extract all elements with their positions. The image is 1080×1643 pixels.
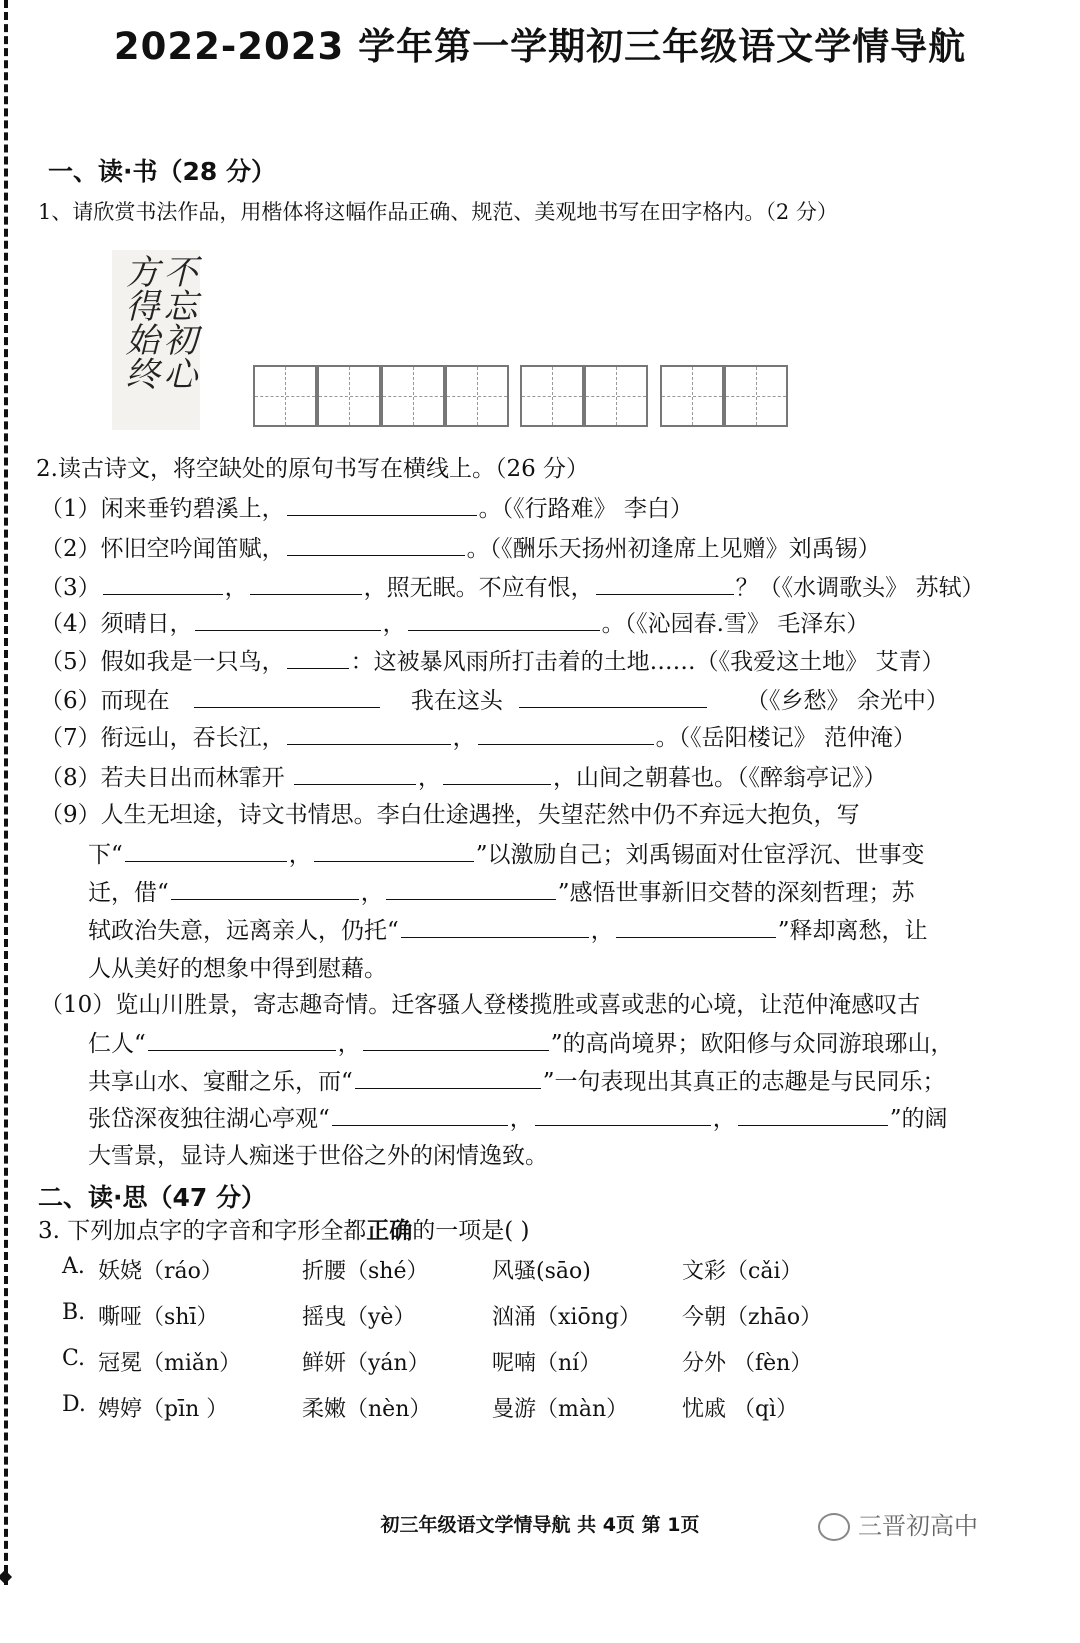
- text: ，: [224, 575, 248, 601]
- option-b-item-1: 嘶哑（shī）: [98, 1305, 219, 1330]
- text: ”的高尚境界；欧阳修与众同游琅琊山，: [550, 1031, 954, 1057]
- answer-blank[interactable]: [171, 877, 359, 900]
- answer-blank[interactable]: [195, 608, 381, 631]
- page-footer: 初三年级语文学情导航 共 4页 第 1页: [380, 1514, 700, 1536]
- text: （6）而现在: [40, 688, 170, 714]
- poem-line-10b: [88, 1028, 954, 1059]
- option-d-item-4: 忧戚 （qì）: [682, 1397, 799, 1422]
- calligraphy-artwork: [112, 250, 200, 430]
- poem-line-1: [40, 493, 693, 524]
- text: ，: [337, 1031, 361, 1057]
- grid-cell[interactable]: [317, 365, 381, 427]
- grid-cell[interactable]: [520, 365, 584, 427]
- watermark-text: 三晋初高中: [858, 1512, 978, 1540]
- text: ，: [288, 842, 312, 868]
- grid-cell[interactable]: [660, 365, 724, 427]
- answer-blank[interactable]: [125, 839, 287, 862]
- text: 我在这头: [410, 688, 503, 714]
- answer-blank[interactable]: [332, 1103, 508, 1126]
- poem-line-10e: 大雪景，显诗人痴迷于世俗之外的闲情逸致。: [88, 1143, 548, 1169]
- text: （2）怀旧空吟闻笛赋，: [40, 536, 285, 562]
- answer-blank[interactable]: [294, 762, 416, 785]
- binding-dash-line: [4, 0, 8, 1585]
- answer-blank[interactable]: [386, 877, 556, 900]
- option-b-item-2: 摇曳（yè）: [302, 1305, 416, 1330]
- calligraphy-col-2: 方得始终: [119, 254, 159, 390]
- text: 的一项是( ): [412, 1218, 530, 1244]
- text: ，照无眠。不应有恨，: [363, 575, 594, 601]
- option-a-item-4: 文彩（cǎi）: [682, 1259, 803, 1284]
- text: ，: [452, 725, 476, 751]
- text: 。（《行路难》 李白）: [478, 496, 693, 522]
- text: ”的阔: [889, 1106, 948, 1132]
- answer-blank[interactable]: [250, 572, 362, 595]
- text: （1）闲来垂钓碧溪上，: [40, 496, 285, 522]
- option-b-item-4: 今朝（zhāo）: [682, 1305, 823, 1330]
- text: 张岱深夜独往湖心亭观“: [88, 1106, 330, 1132]
- page-title: 2022-2023 学年第一学期初三年级语文学情导航: [113, 25, 967, 68]
- option-c-item-3: 呢喃（ní）: [492, 1351, 602, 1376]
- option-a-item-3: 风骚(sāo): [492, 1259, 591, 1284]
- answer-blank[interactable]: [519, 685, 707, 708]
- answer-blank[interactable]: [535, 1103, 711, 1126]
- poem-line-4: [40, 608, 869, 639]
- text: ”感悟世事新旧交替的深刻哲理；苏: [557, 880, 915, 906]
- answer-blank[interactable]: [596, 572, 734, 595]
- option-d-item-1: 娉婷（pīn ）: [98, 1397, 229, 1422]
- text: （8）若夫日出而林霏开: [40, 765, 285, 791]
- answer-blank[interactable]: [363, 1028, 549, 1051]
- text: 。（《沁园春.雪》 毛泽东）: [601, 611, 870, 637]
- answer-blank[interactable]: [408, 608, 600, 631]
- text: （3）: [40, 575, 101, 601]
- text: ，: [360, 880, 384, 906]
- option-c-item-4: 分外 （fèn）: [682, 1351, 813, 1376]
- text: 下“: [88, 842, 123, 868]
- grid-cell[interactable]: [724, 365, 788, 427]
- answer-blank[interactable]: [148, 1028, 336, 1051]
- text: ，: [590, 918, 614, 944]
- poem-line-8: [40, 762, 886, 793]
- poem-line-10a: （10）览山川胜景，寄志趣奇情。迁客骚人登楼揽胜或喜或悲的心境，让范仲淹感叹古: [40, 992, 921, 1018]
- question-2: 2.读古诗文，将空缺处的原句书写在横线上。（26 分）: [36, 456, 590, 482]
- answer-blank[interactable]: [478, 722, 654, 745]
- text: （《乡愁》 余光中）: [746, 688, 949, 714]
- grid-cell[interactable]: [445, 365, 509, 427]
- option-d-item-3: 曼游（màn）: [492, 1397, 629, 1422]
- text: 仁人“: [88, 1031, 146, 1057]
- poem-line-7: [40, 722, 916, 753]
- text: 3. 下列加点字的字音和字形全都: [38, 1218, 367, 1244]
- answer-blank[interactable]: [287, 646, 349, 669]
- poem-line-10d: [88, 1103, 948, 1134]
- text: （4）须晴日，: [40, 611, 193, 637]
- answer-blank[interactable]: [738, 1103, 888, 1126]
- text: ，山间之朝暮也。（《醉翁亭记》）: [552, 765, 887, 791]
- text: ，: [382, 611, 406, 637]
- text: 迁，借“: [88, 880, 169, 906]
- question-3: [38, 1216, 530, 1246]
- text: ？（《水调歌头》 苏轼）: [735, 575, 985, 601]
- text: 共享山水、宴酣之乐，而“: [88, 1069, 353, 1095]
- option-a-item-1: 妖娆（ráo）: [98, 1259, 223, 1284]
- text: ，: [509, 1106, 533, 1132]
- answer-blank[interactable]: [443, 762, 551, 785]
- option-label-c[interactable]: C.: [62, 1346, 86, 1371]
- text: ，: [417, 765, 441, 791]
- answer-blank[interactable]: [616, 915, 776, 938]
- option-a-item-2: 折腰（shé）: [302, 1259, 429, 1284]
- grid-cell[interactable]: [584, 365, 648, 427]
- question-1: 1、请欣赏书法作品，用楷体将这幅作品正确、规范、美观地书写在田字格内。（2 分）: [38, 200, 838, 224]
- answer-blank[interactable]: [287, 722, 451, 745]
- answer-blank[interactable]: [401, 915, 589, 938]
- text: ”释却离愁，让: [777, 918, 928, 944]
- option-label-d[interactable]: D.: [62, 1392, 86, 1417]
- section-1-heading: 一、读·书（28 分）: [48, 157, 276, 186]
- tianzige-grid-middle[interactable]: [520, 365, 648, 427]
- text: ”以激励自己；刘禹锡面对仕宦浮沉、世事变: [475, 842, 925, 868]
- text: （7）衔远山，吞长江，: [40, 725, 285, 751]
- option-label-b[interactable]: B.: [62, 1300, 86, 1325]
- option-c-item-1: 冠冕（miǎn）: [98, 1351, 242, 1376]
- option-d-item-2: 柔嫩（nèn）: [302, 1397, 432, 1422]
- grid-cell[interactable]: [381, 365, 445, 427]
- text: ”一句表现出其真正的志趣是与民同乐；: [542, 1069, 946, 1095]
- calligraphy-col-1: 不忘初心: [157, 254, 197, 390]
- tianzige-grid-left[interactable]: [253, 365, 509, 427]
- option-label-a[interactable]: A.: [62, 1254, 85, 1279]
- poem-line-6: [40, 685, 949, 716]
- poem-line-9c: [88, 877, 915, 908]
- poem-line-9a: （9）人生无坦途，诗文书情思。李白仕途遇挫，失望茫然中仍不弃远大抱负，写: [40, 802, 860, 828]
- poem-line-9e: 人从美好的想象中得到慰藉。: [88, 956, 387, 982]
- text: ：这被暴风雨所打击着的土地……（《我爱这土地》 艾青）: [350, 649, 945, 675]
- answer-blank[interactable]: [314, 839, 474, 862]
- poem-line-10c: [88, 1066, 946, 1097]
- answer-blank[interactable]: [287, 493, 477, 516]
- watermark: [818, 1506, 978, 1541]
- poem-line-9b: [88, 839, 925, 870]
- poem-line-3: [40, 572, 984, 603]
- tianzige-grid-right[interactable]: [660, 365, 788, 427]
- answer-blank[interactable]: [103, 572, 223, 595]
- poem-line-9d: [88, 915, 928, 946]
- binding-marker: [0, 1570, 12, 1584]
- text: ，: [712, 1106, 736, 1132]
- answer-blank[interactable]: [355, 1066, 541, 1089]
- emphasis-text: 正确: [366, 1217, 413, 1244]
- text: 。（《酬乐天扬州初逢席上见赠》刘禹锡）: [466, 536, 881, 562]
- poem-line-2: [40, 533, 881, 564]
- option-c-item-2: 鲜妍（yán）: [302, 1351, 430, 1376]
- answer-blank[interactable]: [194, 685, 380, 708]
- section-2-heading: 二、读·思（47 分）: [38, 1183, 266, 1212]
- poem-line-5: [40, 646, 944, 677]
- answer-blank[interactable]: [287, 533, 465, 556]
- option-b-item-3: 汹涌（xiōng）: [492, 1305, 641, 1330]
- wechat-icon: [818, 1513, 850, 1541]
- grid-cell[interactable]: [253, 365, 317, 427]
- text: 。（《岳阳楼记》 范仲淹）: [655, 725, 916, 751]
- text: 轼政治失意，远离亲人，仍托“: [88, 918, 399, 944]
- text: （5）假如我是一只鸟，: [40, 649, 285, 675]
